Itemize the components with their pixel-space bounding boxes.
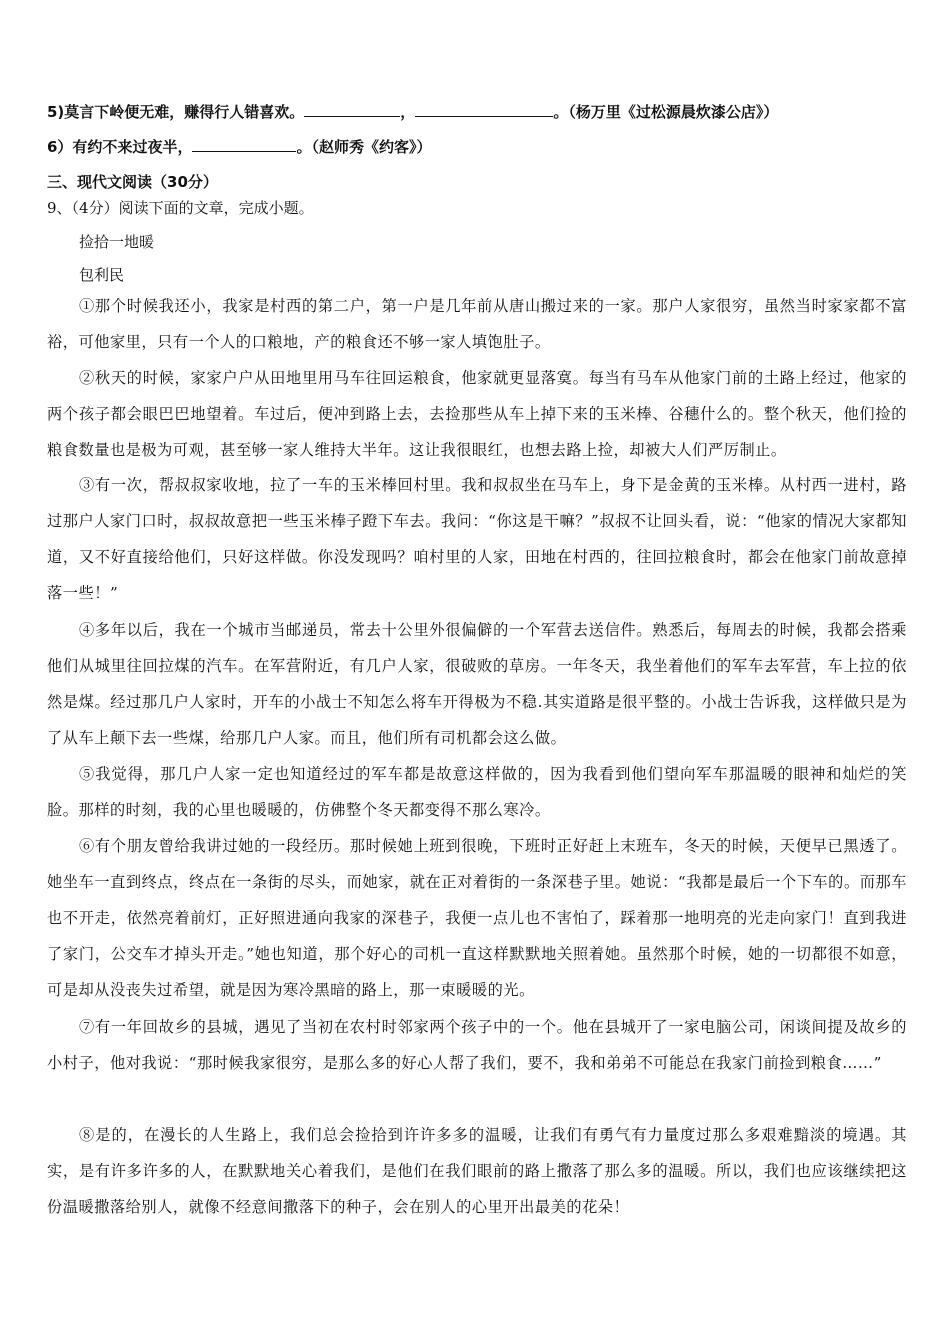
section-title: 三、现代文阅读（30分） xyxy=(47,173,218,191)
article-author: 包利民 xyxy=(79,266,125,284)
q5-prefix: 5)莫言下岭便无难，赚得行人错喜欢。 xyxy=(47,103,305,121)
paragraph-5: ⑤我觉得，那几户人家一定也知道经过的军车都是故意这样做的，因为我看到他们望向军车那温暖的眼神和灿烂的笑脸。那样的时刻，我的心里也暖暖的，仿佛整个冬天都变得不那么寒冷。 xyxy=(47,765,907,819)
paragraph-8: ⑧是的，在漫长的人生路上，我们总会捡拾到许许多多的温暖，让我们有勇气有力量度过那么多艰难黯淡的境遇。其实，是有许多许多的人，在默默地关心着我们，是他们在我们眼前的路上撒落了那么多的温暖。所以，我们也应该继续把这份温暖撒落给别人，就像不经意间撒落下的种子，会在别人的心里开出最美的花朵！ xyxy=(47,1126,907,1216)
q6-suffix: 。（赵师秀《约客》） xyxy=(296,138,432,156)
paragraph-6: ⑥有个朋友曾给我讲过她的一段经历。那时候她上班到很晚，下班时正好赶上末班车，冬天的时候，天便早已黑透了。她坐车一直到终点，终点在一条街的尽头，而她家，就在正对着街的一条深巷子里。她说：“我都是最后一个下车的。而那车也不开走，依然亮着前灯，正好照进通向我家的深巷子，我便一点儿也不害怕了，踩着那一地明亮的光走向家门！直到我进了家门，公交车才掉头开走。”她也知道，那个好心的司机一直这样默默地关照着她。虽然那个时候，她的一切都很不如意，可是却从没丧失过希望，就是因为寒冷黑暗的路上，那一束暖暖的光。 xyxy=(47,837,907,999)
paragraph-2: ②秋天的时候，家家户户从田地里用马车往回运粮食，他家就更显落寞。每当有马车从他家门前的土路上经过，他家的两个孩子都会眼巴巴地望着。车过后，便冲到路上去，去捡那些从车上掉下来的玉米棒、谷穗什么的。整个秋天，他们捡的粮食数量也是极为可观，甚至够一家人维持大半年。这让我很眼红，也想去路上捡，却被大人们严厉制止。 xyxy=(47,369,907,459)
q6-prefix: 6）有约不来过夜半， xyxy=(47,138,193,156)
poetry-question-6 xyxy=(47,136,904,157)
question-9-prompt: 9、（4分）阅读下面的文章，完成小题。 xyxy=(47,199,314,217)
paragraph-3: ③有一次，帮叔叔家收地，拉了一车的玉米棒回村里。我和叔叔坐在马车上，身下是金黄的玉米棒。从村西一进村，路过那户人家门口时，叔叔故意把一些玉米棒子蹬下车去。我问：“你这是干嘛？”叔叔不让回头看，说：“他家的情况大家都知道，又不好直接给他们，只好这样做。你没发现吗？咱村里的人家，田地在村西的，往回拉粮食时，都会在他家门前故意掉落一些！” xyxy=(47,476,907,602)
q5-sep: ， xyxy=(400,103,416,121)
article-title: 捡拾一地暖 xyxy=(79,233,155,251)
q6-blank[interactable] xyxy=(192,137,296,152)
q5-suffix: 。（杨万里《过松源晨炊漆公店》） xyxy=(553,103,779,121)
paragraph-1: ①那个时候我还小，我家是村西的第二户，第一户是几年前从唐山搬过来的一家。那户人家很穷，虽然当时家家都不富裕，可他家里，只有一个人的口粮地，产的粮食还不够一家人填饱肚子。 xyxy=(47,297,907,351)
q5-blank-1[interactable] xyxy=(304,102,400,117)
paragraph-7: ⑦有一年回故乡的县城，遇见了当初在农村时邻家两个孩子中的一个。他在县城开了一家电脑公司，闲谈间提及故乡的小村子，他对我说：“那时候我家很穷，是那么多的好心人帮了我们，要不，我和弟弟不可能总在我家门前捡到粮食……” xyxy=(47,1018,907,1072)
poetry-question-5 xyxy=(47,101,904,122)
q5-blank-2[interactable] xyxy=(415,102,553,117)
paragraph-4: ④多年以后，我在一个城市当邮递员，常去十公里外很偏僻的一个军营去送信件。熟悉后，每周去的时候，我都会搭乘他们从城里往回拉煤的汽车。在军营附近，有几户人家，很破败的草房。一年冬天，我坐着他们的军车去军营，车上拉的依然是煤。经过那几户人家时，开车的小战士不知怎么将车开得极为不稳.其实道路是很平整的。小战士告诉我，这样做只是为了从车上颠下去一些煤，给那几户人家。而且，他们所有司机都会这么做。 xyxy=(47,621,907,747)
